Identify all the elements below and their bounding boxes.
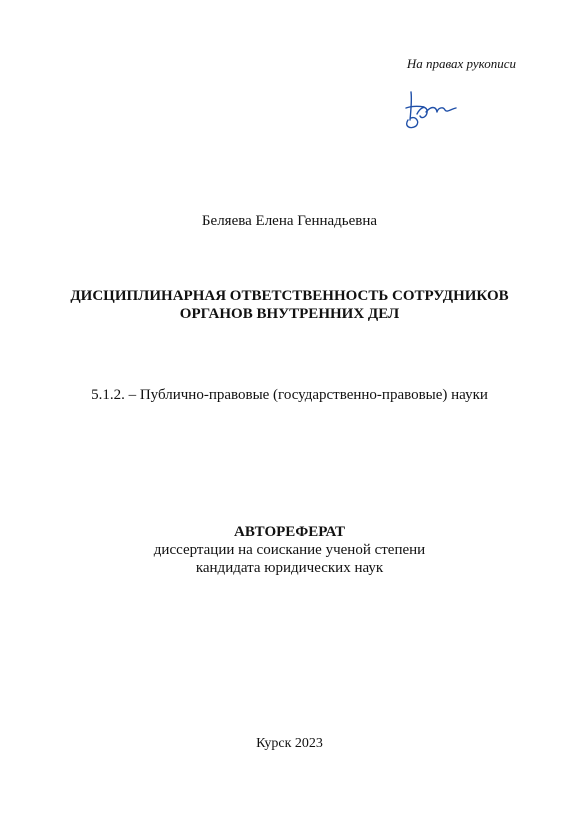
city-year: Курск 2023 [256, 736, 323, 751]
rights-note: На правах рукописи [406, 56, 516, 71]
specialty-code: 5.1.2. – Публично-правовые (государственно-правовые) науки [91, 387, 488, 403]
title-line-2: ОРГАНОВ ВНУТРЕННИХ ДЕЛ [179, 306, 400, 322]
author-name: Беляева Елена Геннадьевна [201, 213, 378, 229]
document-type-line-2: кандидата юридических наук [195, 560, 384, 576]
title-line-1: ДИСЦИПЛИНАРНАЯ ОТВЕТСТВЕННОСТЬ СОТРУДНИКОВ [70, 288, 509, 304]
dissertation-title [0, 287, 579, 323]
document-type-heading: АВТОРЕФЕРАТ [234, 524, 345, 540]
document-type [0, 523, 579, 577]
document-type-line-1: диссертации на соискание ученой степени [153, 542, 426, 558]
handwritten-signature [398, 88, 468, 132]
